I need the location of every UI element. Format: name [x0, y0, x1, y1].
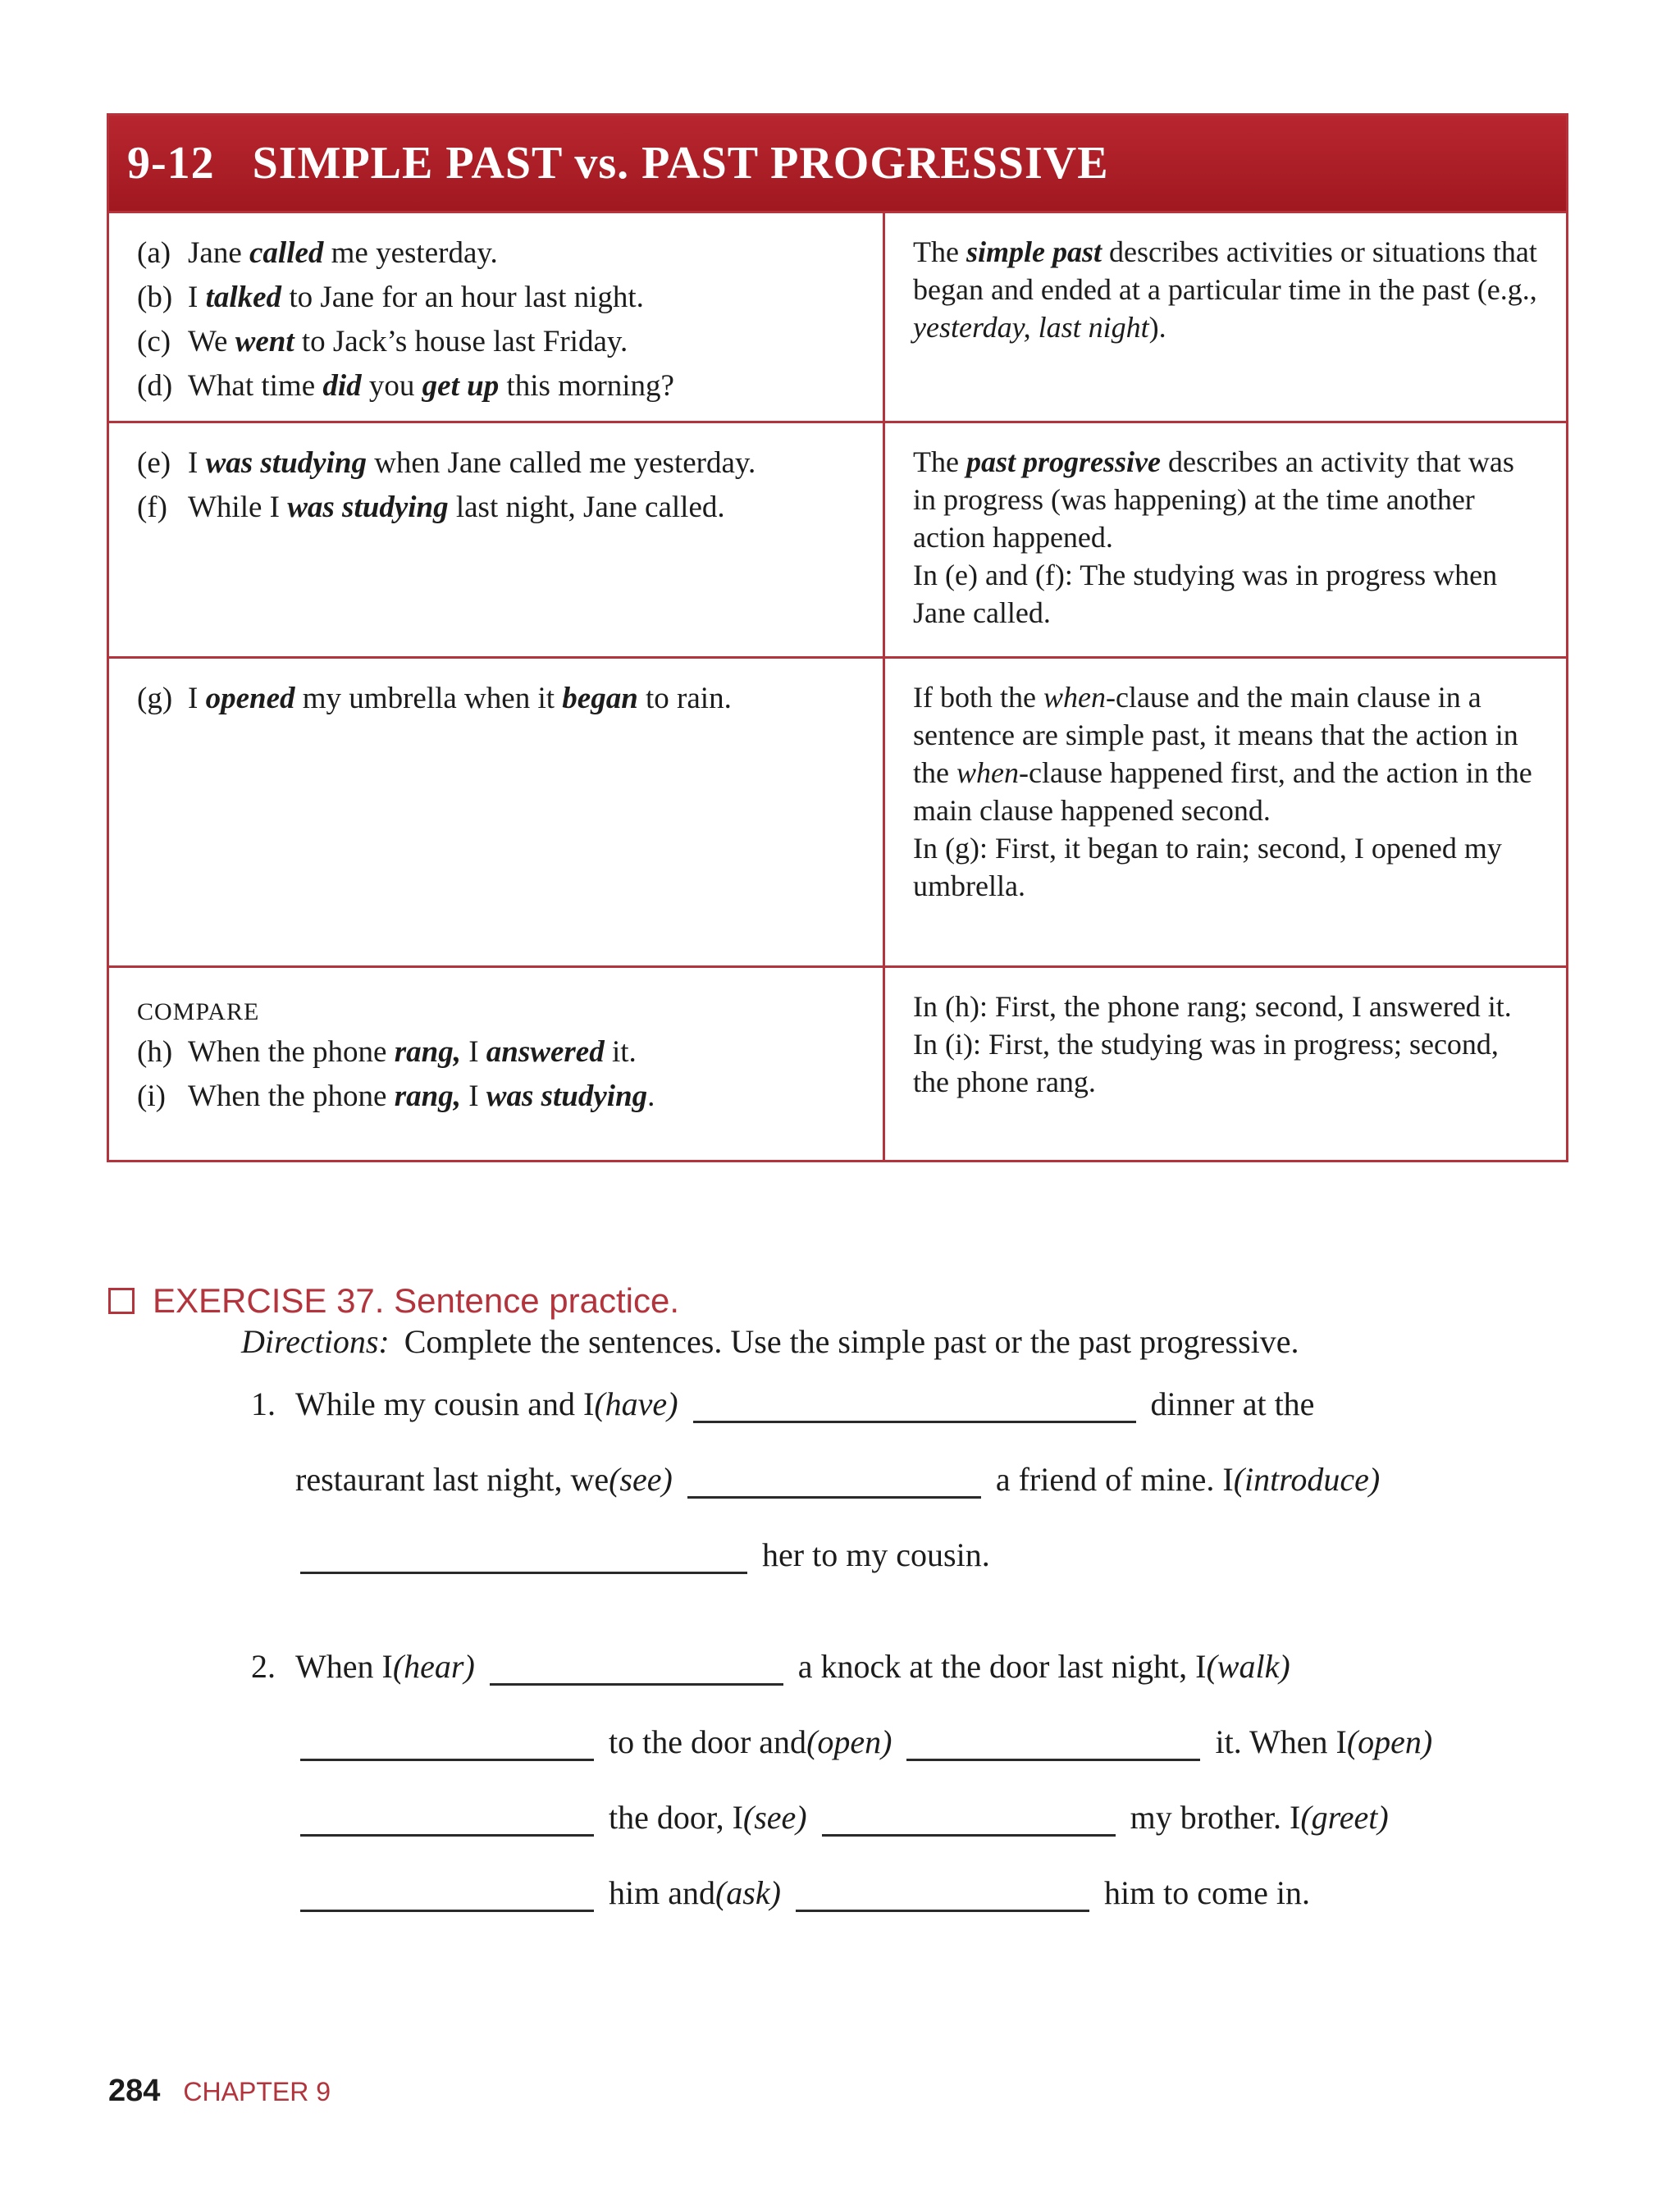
- answer-blank[interactable]: [300, 1546, 747, 1574]
- answer-blank[interactable]: [300, 1884, 594, 1912]
- explanation-cell: The past progressive describes an activity that was in progress (was happening) at the time another action happened. In (e) and (f): The studying was in progress when Jane called.: [913, 445, 1514, 629]
- example-line: (c) We went to Jack’s house last Friday.: [137, 325, 628, 358]
- example-line: (h) When the phone rang, I answered it.: [137, 1035, 637, 1069]
- explanation-cell: If both the when-clause and the main clause in a sentence are simple past, it means that the action in the when-clause happened first, and the action in the main clause happened second. In (g): First, it began to rain; second, I opened my umbrella.: [913, 681, 1532, 902]
- exercise-item-1-line-1: 1. While my cousin and I (have) dinner at the: [251, 1385, 1315, 1422]
- page-footer: [108, 2074, 331, 2109]
- grammar-chart: [107, 113, 1568, 1162]
- chart-title: SIMPLE PAST vs. PAST PROGRESSIVE: [252, 138, 1109, 189]
- example-line: (b) I talked to Jane for an hour last night.: [137, 281, 644, 314]
- answer-blank[interactable]: [490, 1658, 783, 1686]
- answer-blank[interactable]: [796, 1884, 1089, 1912]
- exercise-directions: Directions: Complete the sentences. Use the simple past or the past progressive.: [241, 1323, 1299, 1360]
- examples-cell: [109, 213, 885, 421]
- answer-blank[interactable]: [687, 1471, 981, 1499]
- exercise-item-2-line-2: to the door and (open) it. When I (open): [285, 1723, 1432, 1761]
- example-line: (i) When the phone rang, I was studying.: [137, 1079, 655, 1113]
- chart-number: 9-12: [127, 138, 215, 189]
- chart-row-past-progressive: [109, 421, 1566, 656]
- chart-row-when-clause: [109, 656, 1566, 965]
- exercise-checkbox[interactable]: [108, 1288, 135, 1314]
- page-number: 284: [108, 2074, 161, 2108]
- example-line: (d) What time did you get up this morning?: [137, 369, 674, 403]
- exercise-item-2-line-4: him and (ask) him to come in.: [285, 1873, 1310, 1912]
- examples-cell: [109, 659, 885, 965]
- answer-blank[interactable]: [906, 1733, 1200, 1761]
- answer-blank[interactable]: [822, 1809, 1116, 1837]
- chart-row-simple-past: [109, 211, 1566, 421]
- example-line: (e) I was studying when Jane called me yesterday.: [137, 446, 756, 480]
- chart-row-compare: [109, 965, 1566, 1160]
- chapter-label: CHAPTER 9: [183, 2077, 331, 2106]
- exercise-header: [108, 1281, 679, 1321]
- chart-header: [109, 116, 1566, 211]
- exercise-item-2-line-3: the door, I (see) my brother. I (greet): [285, 1798, 1389, 1837]
- explanation-cell: The simple past describes activities or situations that began and ended at a particular time in the past (e.g., yesterday, last night).: [913, 235, 1537, 344]
- exercise-item-1-line-3: her to my cousin.: [285, 1536, 990, 1574]
- examples-cell: [109, 423, 885, 656]
- example-line: (f) While I was studying last night, Jane called.: [137, 491, 725, 524]
- examples-cell: [109, 968, 885, 1160]
- explanation-cell: In (h): First, the phone rang; second, I answered it. In (i): First, the studying was in progress; second, the phone rang.: [913, 990, 1512, 1098]
- exercise-item-2-line-1: 2. When I (hear) a knock at the door last night, I (walk): [251, 1648, 1290, 1685]
- example-line: (g) I opened my umbrella when it began to rain.: [137, 682, 732, 715]
- answer-blank[interactable]: [693, 1395, 1136, 1423]
- exercise-item-1-line-2: restaurant last night, we (see) a friend of mine. I (introduce): [295, 1461, 1381, 1498]
- answer-blank[interactable]: [300, 1809, 594, 1837]
- compare-label: COMPARE: [137, 998, 260, 1025]
- exercise-title: EXERCISE 37. Sentence practice.: [153, 1281, 679, 1320]
- answer-blank[interactable]: [300, 1733, 594, 1761]
- example-line: (a) Jane called me yesterday.: [137, 236, 498, 270]
